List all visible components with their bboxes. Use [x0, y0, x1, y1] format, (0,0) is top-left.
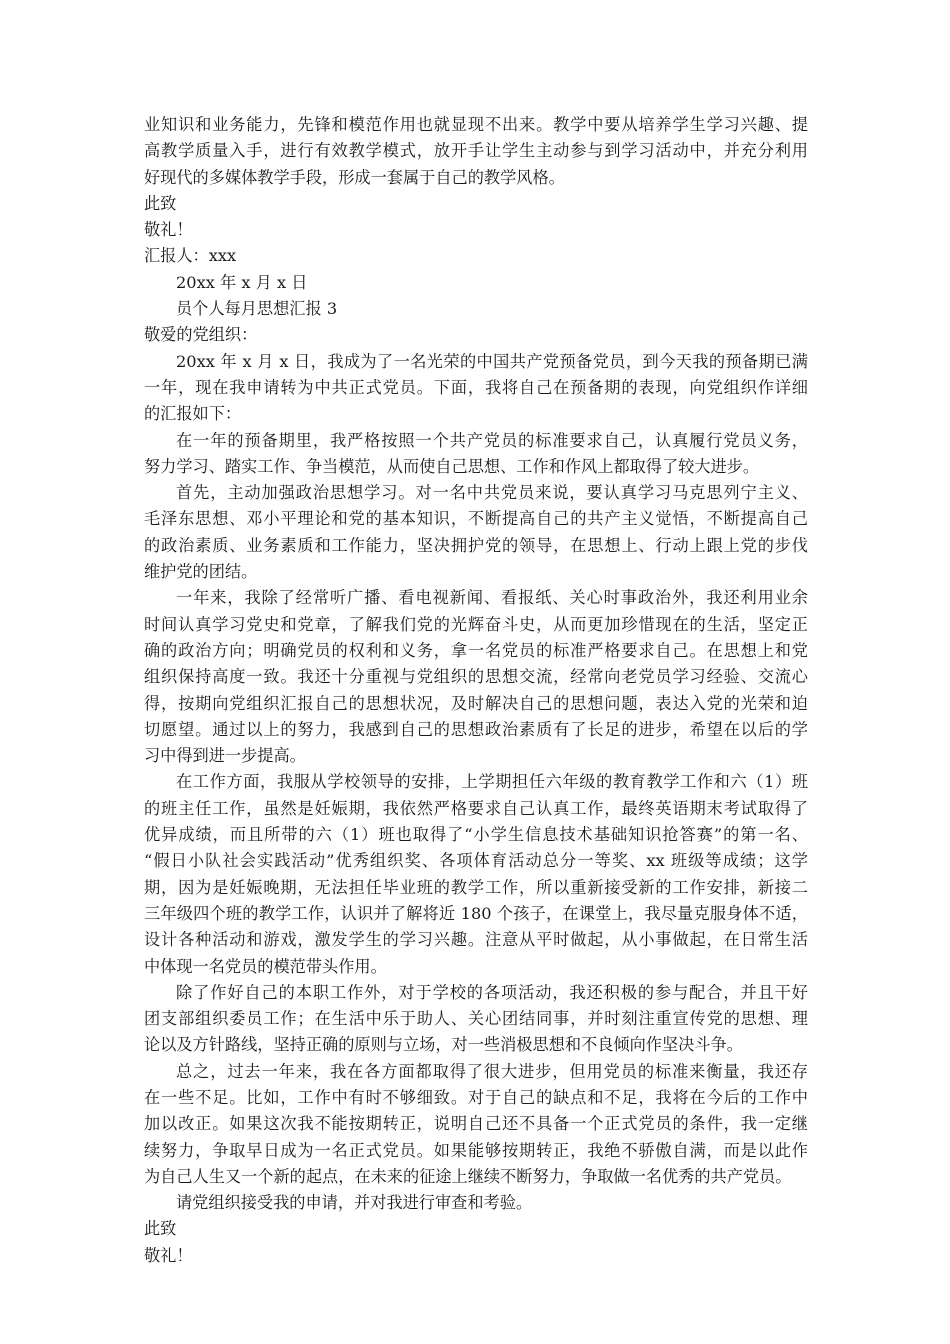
text-line: 在一年的预备期里，我严格按照一个共产党员的标准要求自己，认真履行党员义务， — [176, 430, 808, 450]
text-line: 续努力，争取早日成为一名正式党员。如果能够按期转正，我绝不骄傲自满，而是以此作 — [144, 1140, 808, 1160]
text-line: 20xx 年 x 月 x 日，我成为了一名光荣的中国共产党预备党员，到今天我的预备期已满 — [176, 351, 808, 371]
text-line: 的汇报如下： — [144, 404, 242, 424]
text-line: 好现代的多媒体教学手段，形成一套属于自己的教学风格。 — [144, 167, 565, 187]
text-line: 此致 — [144, 1219, 177, 1239]
text-line: 设计各种活动和游戏，激发学生的学习兴趣。注意从平时做起，从小事做起，在日常生活 — [144, 930, 808, 950]
text-line: 除了作好自己的本职工作外，对于学校的各项活动，我还积极的参与配合，并且干好 — [176, 982, 808, 1002]
text-line: 汇报人：xxx — [144, 246, 237, 266]
text-line: 期，因为是妊娠晚期，无法担任毕业班的教学工作，所以重新接受新的工作安排，新接二 — [144, 877, 808, 897]
text-line: 在工作方面，我服从学校领导的安排，上学期担任六年级的教育教学工作和六（1）班 — [176, 772, 808, 792]
text-line: 组织保持高度一致。我还十分重视与党组织的思想交流，经常向老党员学习经验、交流心 — [144, 667, 808, 687]
text-line: 敬礼！ — [144, 1245, 193, 1265]
text-line: “假日小队社会实践活动”优秀组织奖、各项体育活动总分一等奖、xx 班级等成绩；这学 — [144, 851, 808, 871]
text-line: 高教学质量入手，进行有效教学模式，放开手让学生主动参与到学习活动中，并充分利用 — [144, 141, 808, 161]
text-line: 优异成绩，而且所带的六（1）班也取得了“小学生信息技术基础知识抢答赛”的第一名、 — [144, 825, 808, 845]
text-line: 三年级四个班的教学工作，认识并了解将近 180 个孩子，在课堂上，我尽量克服身体不适， — [144, 903, 808, 923]
text-line: 确的政治方向；明确党员的权利和义务，拿一名党员的标准严格要求自己。在思想上和党 — [144, 640, 808, 660]
text-line: 总之，过去一年来，我在各方面都取得了很大进步，但用党员的标准来衡量，我还存 — [176, 1061, 808, 1081]
text-line: 20xx 年 x 月 x 日 — [176, 272, 308, 292]
text-line: 时间认真学习党史和党章，了解我们党的光辉奋斗史，从而更加珍惜现在的生活，坚定正 — [144, 614, 808, 634]
text-line: 加以改正。如果这次我不能按期转正，说明自己还不具备一个正式党员的条件，我一定继 — [144, 1114, 808, 1134]
text-line: 习中得到进一步提高。 — [144, 746, 306, 766]
text-line: 毛泽东思想、邓小平理论和党的基本知识，不断提高自己的共产主义觉悟，不断提高自己 — [144, 509, 808, 529]
text-line: 的班主任工作，虽然是妊娠期，我依然严格要求自己认真工作，最终英语期末考试取得了 — [144, 798, 808, 818]
text-line: 论以及方针路线，坚持正确的原则与立场，对一些消极思想和不良倾向作坚决斗争。 — [144, 1035, 743, 1055]
text-line: 请党组织接受我的申请，并对我进行审查和考验。 — [176, 1193, 533, 1213]
text-line: 敬爱的党组织： — [144, 325, 258, 345]
text-line: 业知识和业务能力，先锋和模范作用也就显现不出来。教学中要从培养学生学习兴趣、提 — [144, 115, 808, 134]
text-line: 一年，现在我申请转为中共正式党员。下面，我将自己在预备期的表现，向党组织作详细 — [144, 377, 808, 397]
text-line: 员个人每月思想汇报 3 — [176, 299, 338, 319]
text-line: 切愿望。通过以上的努力，我感到自己的思想政治素质有了长足的进步，希望在以后的学 — [144, 719, 808, 739]
text-line: 一年来，我除了经常听广播、看电视新闻、看报纸、关心时事政治外，我还利用业余 — [176, 588, 808, 608]
text-line: 的政治素质、业务素质和工作能力，坚决拥护党的领导，在思想上、行动上跟上党的步伐 — [144, 535, 808, 555]
document-body — [144, 112, 808, 1269]
text-line: 为自己人生又一个新的起点，在未来的征途上继续不断努力，争取做一名优秀的共产党员。 — [144, 1166, 792, 1186]
text-line: 维护党的团结。 — [144, 562, 258, 582]
text-line: 得，按期向党组织汇报自己的思想状况，及时解决自己的思想问题，表达入党的光荣和迫 — [144, 693, 808, 713]
text-line: 首先，主动加强政治思想学习。对一名中共党员来说，要认真学习马克思列宁主义、 — [176, 483, 808, 503]
text-line: 敬礼！ — [144, 220, 193, 240]
text-line: 努力学习、踏实工作、争当模范，从而使自己思想、工作和作风上都取得了较大进步。 — [144, 456, 760, 476]
text-line: 此致 — [144, 193, 177, 213]
text-line: 在一些不足。比如，工作中有时不够细致。对于自己的缺点和不足，我将在今后的工作中 — [144, 1087, 808, 1107]
text-line: 中体现一名党员的模范带头作用。 — [144, 956, 387, 976]
text-line: 团支部组织委员工作；在生活中乐于助人、关心团结同事，并时刻注重宣传党的思想、理 — [144, 1009, 808, 1029]
